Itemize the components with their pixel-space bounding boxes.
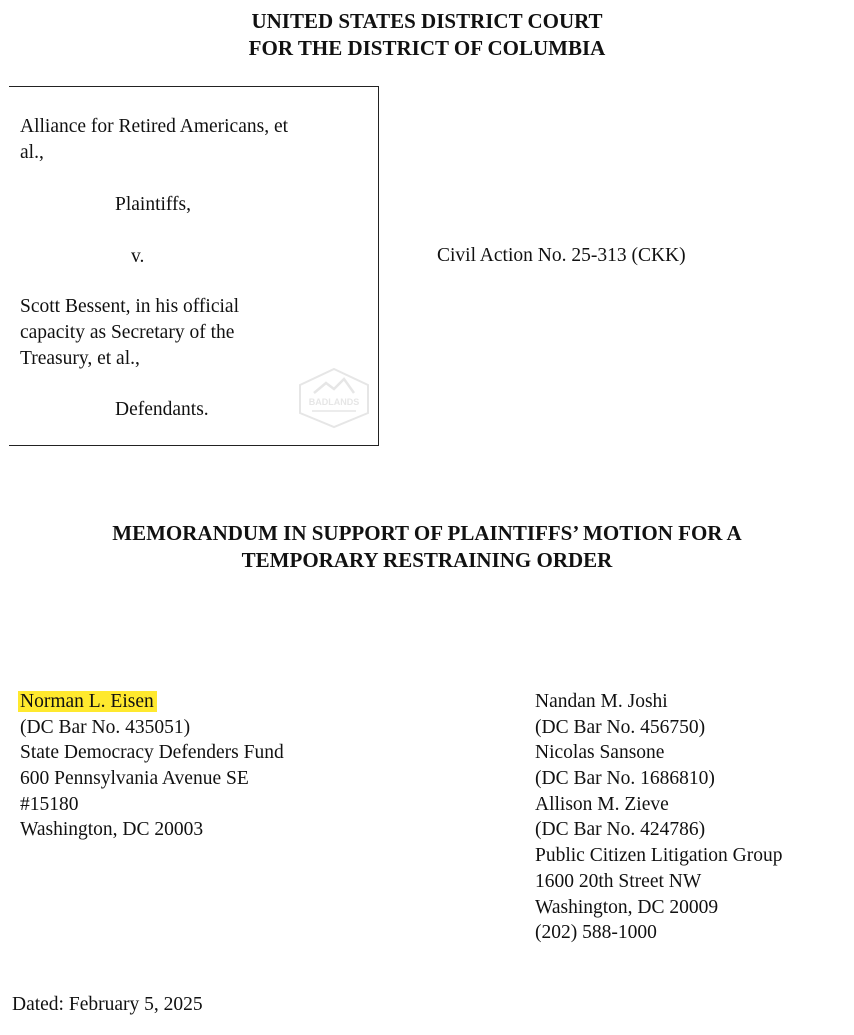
versus-label: v. [131, 246, 145, 267]
defendants-label: Defendants. [115, 399, 209, 420]
counsel-organization: Public Citizen Litigation Group [535, 845, 783, 867]
court-name-line-2: FOR THE DISTRICT OF COLUMBIA [248, 36, 606, 60]
watermark-text: BADLANDS [308, 397, 360, 407]
counsel-name [20, 689, 284, 715]
counsel-name: Allison M. Zieve [535, 793, 669, 815]
civil-action-number: Civil Action No. 25-313 (CKK) [437, 245, 686, 266]
counsel-organization: State Democracy Defenders Fund [20, 742, 284, 764]
court-name-line-1: UNITED STATES DISTRICT COURT [251, 9, 603, 33]
counsel-bar-number: (DC Bar No. 456750) [535, 716, 706, 738]
plaintiff-name-line-1: Alliance for Retired Americans, et [20, 116, 289, 137]
counsel-bar-number: (DC Bar No. 1686810) [535, 768, 715, 790]
document-title-line-1: MEMORANDUM IN SUPPORT OF PLAINTIFFS’ MOTION FOR A [112, 521, 742, 545]
counsel-street-address: 1600 20th Street NW [535, 870, 702, 892]
counsel-block-left [20, 689, 284, 843]
defendant-name-line-3: Treasury, et al., [20, 348, 140, 369]
counsel-name: Nicolas Sansone [535, 742, 665, 764]
badlands-watermark-logo [296, 367, 372, 429]
plaintiffs-label: Plaintiffs, [115, 194, 192, 215]
counsel-phone: (202) 588-1000 [535, 922, 657, 944]
counsel-city-state-zip: Washington, DC 20009 [535, 896, 719, 918]
counsel-bar-number: (DC Bar No. 435051) [20, 716, 191, 738]
counsel-suite: #15180 [20, 793, 79, 815]
counsel-city-state-zip: Washington, DC 20003 [20, 819, 204, 841]
defendant-name-line-2: capacity as Secretary of the [20, 322, 235, 343]
defendant-name-line-1: Scott Bessent, in his official [20, 296, 239, 317]
highlighted-counsel-name: Norman L. Eisen [18, 691, 157, 712]
plaintiff-name-line-2: al., [20, 142, 44, 163]
counsel-bar-number: (DC Bar No. 424786) [535, 819, 706, 841]
counsel-block-right [535, 689, 783, 946]
counsel-street-address: 600 Pennsylvania Avenue SE [20, 768, 249, 790]
document-title-line-2: TEMPORARY RESTRAINING ORDER [241, 548, 613, 572]
filing-date: Dated: February 5, 2025 [12, 994, 203, 1015]
counsel-name: Nandan M. Joshi [535, 691, 668, 712]
